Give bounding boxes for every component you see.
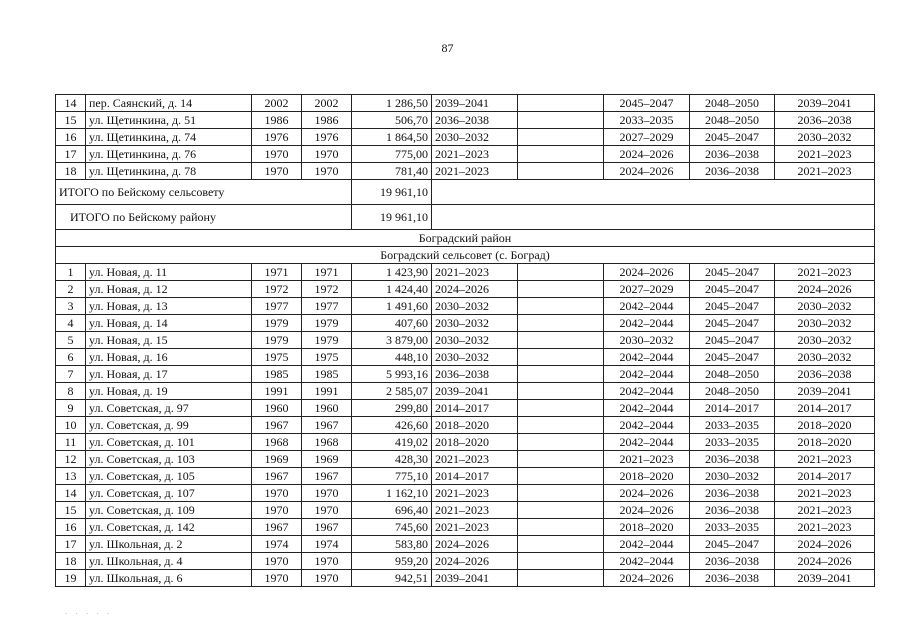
cell-p4: 2036–2038 bbox=[690, 163, 775, 180]
cell-area: 1 286,50 bbox=[352, 95, 432, 112]
cell-p4: 2045–2047 bbox=[690, 332, 775, 349]
cell-p3: 2042–2044 bbox=[604, 298, 690, 315]
cell-addr: ул. Щетинкина, д. 74 bbox=[86, 129, 252, 146]
cell-addr: ул. Новая, д. 15 bbox=[86, 332, 252, 349]
cell-area: 1 424,40 bbox=[352, 281, 432, 298]
cell-p5: 2024–2026 bbox=[775, 536, 875, 553]
cell-y2: 1967 bbox=[302, 417, 352, 434]
cell-p4: 2036–2038 bbox=[690, 485, 775, 502]
cell-addr: ул. Школьная, д. 4 bbox=[86, 553, 252, 570]
cell-y2: 1991 bbox=[302, 383, 352, 400]
table-row bbox=[56, 315, 875, 332]
cell-y1: 1972 bbox=[252, 281, 302, 298]
total-label: ИТОГО по Бейскому сельсовету bbox=[56, 180, 352, 205]
cell-p1: 2014–2017 bbox=[432, 468, 518, 485]
cell-y2: 1960 bbox=[302, 400, 352, 417]
cell-p2 bbox=[518, 519, 604, 536]
cell-area: 942,51 bbox=[352, 570, 432, 587]
cell-p4: 2045–2047 bbox=[690, 281, 775, 298]
cell-n: 4 bbox=[56, 315, 86, 332]
cell-area: 2 585,07 bbox=[352, 383, 432, 400]
table-row bbox=[56, 570, 875, 587]
cell-p3: 2018–2020 bbox=[604, 468, 690, 485]
cell-p3: 2024–2026 bbox=[604, 264, 690, 281]
scan-smudge: . . . . . bbox=[65, 606, 113, 616]
cell-p4: 2045–2047 bbox=[690, 298, 775, 315]
cell-addr: пер. Саянский, д. 14 bbox=[86, 95, 252, 112]
cell-p3: 2042–2044 bbox=[604, 383, 690, 400]
cell-area: 775,10 bbox=[352, 468, 432, 485]
total-label: ИТОГО по Бейскому району bbox=[56, 205, 352, 230]
cell-y1: 1970 bbox=[252, 485, 302, 502]
cell-p3: 2042–2044 bbox=[604, 553, 690, 570]
cell-p4: 2045–2047 bbox=[690, 536, 775, 553]
table-row bbox=[56, 451, 875, 468]
cell-p3: 2045–2047 bbox=[604, 95, 690, 112]
cell-p3: 2042–2044 bbox=[604, 434, 690, 451]
cell-p2 bbox=[518, 146, 604, 163]
cell-p2 bbox=[518, 163, 604, 180]
cell-p1: 2021–2023 bbox=[432, 146, 518, 163]
cell-p1: 2030–2032 bbox=[432, 298, 518, 315]
cell-p5: 2036–2038 bbox=[775, 112, 875, 129]
cell-p2 bbox=[518, 315, 604, 332]
cell-y1: 1967 bbox=[252, 417, 302, 434]
council-header: Боградский сельсовет (с. Боград) bbox=[56, 247, 875, 264]
cell-p1: 2039–2041 bbox=[432, 95, 518, 112]
cell-p5: 2014–2017 bbox=[775, 400, 875, 417]
cell-p3: 2018–2020 bbox=[604, 519, 690, 536]
cell-y2: 2002 bbox=[302, 95, 352, 112]
cell-p1: 2021–2023 bbox=[432, 163, 518, 180]
cell-p3: 2042–2044 bbox=[604, 366, 690, 383]
cell-addr: ул. Новая, д. 19 bbox=[86, 383, 252, 400]
cell-p2 bbox=[518, 332, 604, 349]
cell-p1: 2021–2023 bbox=[432, 485, 518, 502]
table-row bbox=[56, 502, 875, 519]
table-row bbox=[56, 536, 875, 553]
cell-y1: 1975 bbox=[252, 349, 302, 366]
cell-p4: 2036–2038 bbox=[690, 502, 775, 519]
cell-p4: 2045–2047 bbox=[690, 264, 775, 281]
cell-p4: 2033–2035 bbox=[690, 519, 775, 536]
cell-y2: 1975 bbox=[302, 349, 352, 366]
cell-y2: 1977 bbox=[302, 298, 352, 315]
cell-p2 bbox=[518, 95, 604, 112]
cell-p2 bbox=[518, 281, 604, 298]
cell-y2: 1967 bbox=[302, 468, 352, 485]
cell-addr: ул. Советская, д. 99 bbox=[86, 417, 252, 434]
total-row-district bbox=[56, 205, 875, 230]
cell-p1: 2030–2032 bbox=[432, 349, 518, 366]
cell-p3: 2027–2029 bbox=[604, 129, 690, 146]
table-row bbox=[56, 434, 875, 451]
cell-n: 18 bbox=[56, 553, 86, 570]
table-row bbox=[56, 349, 875, 366]
cell-p1: 2014–2017 bbox=[432, 400, 518, 417]
cell-p2 bbox=[518, 129, 604, 146]
cell-p2 bbox=[518, 468, 604, 485]
cell-n: 15 bbox=[56, 112, 86, 129]
table-row bbox=[56, 400, 875, 417]
cell-p5: 2039–2041 bbox=[775, 95, 875, 112]
cell-p2 bbox=[518, 298, 604, 315]
cell-p3: 2024–2026 bbox=[604, 146, 690, 163]
total-value: 19 961,10 bbox=[352, 180, 432, 205]
cell-n: 3 bbox=[56, 298, 86, 315]
cell-p2 bbox=[518, 485, 604, 502]
table-row bbox=[56, 468, 875, 485]
cell-p4: 2036–2038 bbox=[690, 451, 775, 468]
table-row bbox=[56, 163, 875, 180]
total-row-council bbox=[56, 180, 875, 205]
cell-y2: 1971 bbox=[302, 264, 352, 281]
cell-y2: 1976 bbox=[302, 129, 352, 146]
cell-p5: 2021–2023 bbox=[775, 146, 875, 163]
cell-y2: 1970 bbox=[302, 485, 352, 502]
cell-p5: 2021–2023 bbox=[775, 451, 875, 468]
cell-y2: 1979 bbox=[302, 315, 352, 332]
cell-p4: 2036–2038 bbox=[690, 146, 775, 163]
cell-addr: ул. Новая, д. 13 bbox=[86, 298, 252, 315]
cell-y1: 1977 bbox=[252, 298, 302, 315]
cell-p3: 2042–2044 bbox=[604, 400, 690, 417]
cell-p5: 2030–2032 bbox=[775, 298, 875, 315]
cell-n: 17 bbox=[56, 536, 86, 553]
cell-p1: 2021–2023 bbox=[432, 264, 518, 281]
cell-y1: 1968 bbox=[252, 434, 302, 451]
district-header: Боградский район bbox=[56, 230, 875, 247]
table-row bbox=[56, 383, 875, 400]
cell-p2 bbox=[518, 451, 604, 468]
cell-n: 19 bbox=[56, 570, 86, 587]
cell-p3: 2024–2026 bbox=[604, 485, 690, 502]
cell-p5: 2039–2041 bbox=[775, 570, 875, 587]
cell-addr: ул. Новая, д. 11 bbox=[86, 264, 252, 281]
total-blank bbox=[432, 180, 875, 205]
cell-p1: 2030–2032 bbox=[432, 332, 518, 349]
cell-p4: 2048–2050 bbox=[690, 366, 775, 383]
cell-p1: 2039–2041 bbox=[432, 570, 518, 587]
cell-area: 1 423,90 bbox=[352, 264, 432, 281]
cell-p5: 2021–2023 bbox=[775, 163, 875, 180]
cell-addr: ул. Новая, д. 14 bbox=[86, 315, 252, 332]
cell-n: 16 bbox=[56, 129, 86, 146]
cell-y2: 1974 bbox=[302, 536, 352, 553]
cell-addr: ул. Советская, д. 103 bbox=[86, 451, 252, 468]
cell-p5: 2021–2023 bbox=[775, 502, 875, 519]
district-header-row bbox=[56, 230, 875, 247]
cell-p5: 2030–2032 bbox=[775, 315, 875, 332]
cell-area: 5 993,16 bbox=[352, 366, 432, 383]
cell-addr: ул. Советская, д. 101 bbox=[86, 434, 252, 451]
cell-p1: 2039–2041 bbox=[432, 383, 518, 400]
cell-y2: 1985 bbox=[302, 366, 352, 383]
cell-area: 1 162,10 bbox=[352, 485, 432, 502]
cell-p4: 2045–2047 bbox=[690, 315, 775, 332]
cell-y1: 1986 bbox=[252, 112, 302, 129]
cell-addr: ул. Щетинкина, д. 76 bbox=[86, 146, 252, 163]
cell-p1: 2024–2026 bbox=[432, 281, 518, 298]
cell-addr: ул. Новая, д. 17 bbox=[86, 366, 252, 383]
cell-addr: ул. Новая, д. 16 bbox=[86, 349, 252, 366]
cell-p1: 2018–2020 bbox=[432, 417, 518, 434]
cell-p2 bbox=[518, 400, 604, 417]
cell-p3: 2033–2035 bbox=[604, 112, 690, 129]
table-row bbox=[56, 519, 875, 536]
cell-y1: 1971 bbox=[252, 264, 302, 281]
cell-p4: 2033–2035 bbox=[690, 417, 775, 434]
cell-p2 bbox=[518, 502, 604, 519]
cell-p5: 2021–2023 bbox=[775, 264, 875, 281]
cell-y2: 1968 bbox=[302, 434, 352, 451]
cell-n: 9 bbox=[56, 400, 86, 417]
table-row bbox=[56, 281, 875, 298]
page-number: 87 bbox=[441, 41, 454, 55]
cell-y2: 1967 bbox=[302, 519, 352, 536]
cell-n: 5 bbox=[56, 332, 86, 349]
cell-n: 10 bbox=[56, 417, 86, 434]
cell-n: 1 bbox=[56, 264, 86, 281]
cell-p1: 2024–2026 bbox=[432, 536, 518, 553]
table-row bbox=[56, 366, 875, 383]
cell-n: 7 bbox=[56, 366, 86, 383]
cell-p2 bbox=[518, 553, 604, 570]
cell-addr: ул. Советская, д. 107 bbox=[86, 485, 252, 502]
cell-y2: 1979 bbox=[302, 332, 352, 349]
cell-p4: 2030–2032 bbox=[690, 468, 775, 485]
cell-n: 15 bbox=[56, 502, 86, 519]
cell-n: 2 bbox=[56, 281, 86, 298]
table-row bbox=[56, 129, 875, 146]
cell-p2 bbox=[518, 536, 604, 553]
cell-n: 8 bbox=[56, 383, 86, 400]
cell-area: 426,60 bbox=[352, 417, 432, 434]
cell-area: 407,60 bbox=[352, 315, 432, 332]
cell-p3: 2042–2044 bbox=[604, 315, 690, 332]
cell-p4: 2048–2050 bbox=[690, 383, 775, 400]
cell-n: 11 bbox=[56, 434, 86, 451]
cell-addr: ул. Школьная, д. 6 bbox=[86, 570, 252, 587]
cell-n: 16 bbox=[56, 519, 86, 536]
cell-y2: 1969 bbox=[302, 451, 352, 468]
cell-n: 14 bbox=[56, 485, 86, 502]
cell-p1: 2021–2023 bbox=[432, 502, 518, 519]
cell-y1: 1974 bbox=[252, 536, 302, 553]
cell-y2: 1970 bbox=[302, 570, 352, 587]
cell-p3: 2021–2023 bbox=[604, 451, 690, 468]
table-row bbox=[56, 95, 875, 112]
cell-p5: 2021–2023 bbox=[775, 485, 875, 502]
cell-p5: 2024–2026 bbox=[775, 553, 875, 570]
cell-n: 18 bbox=[56, 163, 86, 180]
cell-p1: 2021–2023 bbox=[432, 451, 518, 468]
cell-y2: 1970 bbox=[302, 502, 352, 519]
cell-area: 696,40 bbox=[352, 502, 432, 519]
cell-y2: 1970 bbox=[302, 163, 352, 180]
cell-p4: 2033–2035 bbox=[690, 434, 775, 451]
cell-y1: 1979 bbox=[252, 315, 302, 332]
cell-p2 bbox=[518, 349, 604, 366]
cell-y2: 1970 bbox=[302, 146, 352, 163]
cell-area: 448,10 bbox=[352, 349, 432, 366]
cell-area: 3 879,00 bbox=[352, 332, 432, 349]
cell-area: 428,30 bbox=[352, 451, 432, 468]
cell-p1: 2036–2038 bbox=[432, 366, 518, 383]
cell-p5: 2030–2032 bbox=[775, 332, 875, 349]
housing-register-table bbox=[55, 94, 875, 587]
cell-p5: 2018–2020 bbox=[775, 417, 875, 434]
cell-p5: 2039–2041 bbox=[775, 383, 875, 400]
cell-p5: 2018–2020 bbox=[775, 434, 875, 451]
cell-addr: ул. Щетинкина, д. 78 bbox=[86, 163, 252, 180]
cell-p3: 2027–2029 bbox=[604, 281, 690, 298]
cell-p4: 2048–2050 bbox=[690, 112, 775, 129]
cell-p4: 2036–2038 bbox=[690, 553, 775, 570]
cell-n: 12 bbox=[56, 451, 86, 468]
cell-y1: 1967 bbox=[252, 519, 302, 536]
cell-p2 bbox=[518, 112, 604, 129]
cell-y1: 1970 bbox=[252, 553, 302, 570]
cell-p5: 2030–2032 bbox=[775, 129, 875, 146]
cell-p3: 2042–2044 bbox=[604, 349, 690, 366]
total-blank bbox=[432, 205, 875, 230]
cell-p4: 2014–2017 bbox=[690, 400, 775, 417]
cell-area: 781,40 bbox=[352, 163, 432, 180]
cell-p3: 2024–2026 bbox=[604, 163, 690, 180]
cell-area: 419,02 bbox=[352, 434, 432, 451]
cell-p4: 2036–2038 bbox=[690, 570, 775, 587]
cell-y1: 1970 bbox=[252, 146, 302, 163]
cell-y2: 1972 bbox=[302, 281, 352, 298]
cell-y1: 1991 bbox=[252, 383, 302, 400]
cell-p4: 2045–2047 bbox=[690, 349, 775, 366]
cell-y1: 1979 bbox=[252, 332, 302, 349]
cell-p4: 2048–2050 bbox=[690, 95, 775, 112]
cell-addr: ул. Советская, д. 97 bbox=[86, 400, 252, 417]
cell-p5: 2036–2038 bbox=[775, 366, 875, 383]
cell-addr: ул. Советская, д. 142 bbox=[86, 519, 252, 536]
beysky-rows bbox=[56, 95, 875, 180]
cell-p3: 2030–2032 bbox=[604, 332, 690, 349]
cell-p1: 2030–2032 bbox=[432, 129, 518, 146]
cell-y1: 1969 bbox=[252, 451, 302, 468]
table-row bbox=[56, 146, 875, 163]
cell-y1: 1967 bbox=[252, 468, 302, 485]
cell-p5: 2030–2032 bbox=[775, 349, 875, 366]
cell-addr: ул. Советская, д. 109 bbox=[86, 502, 252, 519]
cell-area: 506,70 bbox=[352, 112, 432, 129]
cell-p3: 2042–2044 bbox=[604, 417, 690, 434]
cell-p2 bbox=[518, 417, 604, 434]
cell-y1: 1976 bbox=[252, 129, 302, 146]
cell-p2 bbox=[518, 383, 604, 400]
table-row bbox=[56, 553, 875, 570]
cell-p5: 2021–2023 bbox=[775, 519, 875, 536]
bograd-rows bbox=[56, 264, 875, 587]
cell-y1: 1960 bbox=[252, 400, 302, 417]
cell-y1: 1985 bbox=[252, 366, 302, 383]
cell-p1: 2021–2023 bbox=[432, 519, 518, 536]
cell-area: 1 491,60 bbox=[352, 298, 432, 315]
table-row bbox=[56, 298, 875, 315]
cell-area: 1 864,50 bbox=[352, 129, 432, 146]
cell-y1: 1970 bbox=[252, 163, 302, 180]
cell-p5: 2024–2026 bbox=[775, 281, 875, 298]
table-row bbox=[56, 332, 875, 349]
cell-p2 bbox=[518, 570, 604, 587]
cell-y2: 1970 bbox=[302, 553, 352, 570]
cell-p4: 2045–2047 bbox=[690, 129, 775, 146]
cell-p1: 2024–2026 bbox=[432, 553, 518, 570]
cell-addr: ул. Советская, д. 105 bbox=[86, 468, 252, 485]
cell-addr: ул. Школьная, д. 2 bbox=[86, 536, 252, 553]
cell-y2: 1986 bbox=[302, 112, 352, 129]
cell-p1: 2036–2038 bbox=[432, 112, 518, 129]
cell-y1: 2002 bbox=[252, 95, 302, 112]
cell-area: 959,20 bbox=[352, 553, 432, 570]
cell-area: 745,60 bbox=[352, 519, 432, 536]
total-value: 19 961,10 bbox=[352, 205, 432, 230]
cell-p3: 2024–2026 bbox=[604, 570, 690, 587]
cell-p5: 2014–2017 bbox=[775, 468, 875, 485]
cell-p2 bbox=[518, 366, 604, 383]
cell-area: 299,80 bbox=[352, 400, 432, 417]
table-row bbox=[56, 264, 875, 281]
cell-addr: ул. Щетинкина, д. 51 bbox=[86, 112, 252, 129]
cell-p1: 2030–2032 bbox=[432, 315, 518, 332]
table-row bbox=[56, 485, 875, 502]
totals-section bbox=[56, 180, 875, 264]
council-header-row bbox=[56, 247, 875, 264]
cell-p3: 2024–2026 bbox=[604, 502, 690, 519]
cell-p2 bbox=[518, 264, 604, 281]
cell-area: 775,00 bbox=[352, 146, 432, 163]
table-row bbox=[56, 417, 875, 434]
cell-n: 13 bbox=[56, 468, 86, 485]
cell-p2 bbox=[518, 434, 604, 451]
cell-area: 583,80 bbox=[352, 536, 432, 553]
cell-y1: 1970 bbox=[252, 502, 302, 519]
cell-y1: 1970 bbox=[252, 570, 302, 587]
cell-p1: 2018–2020 bbox=[432, 434, 518, 451]
cell-p3: 2042–2044 bbox=[604, 536, 690, 553]
cell-n: 17 bbox=[56, 146, 86, 163]
cell-addr: ул. Новая, д. 12 bbox=[86, 281, 252, 298]
cell-n: 6 bbox=[56, 349, 86, 366]
cell-n: 14 bbox=[56, 95, 86, 112]
table-row bbox=[56, 112, 875, 129]
